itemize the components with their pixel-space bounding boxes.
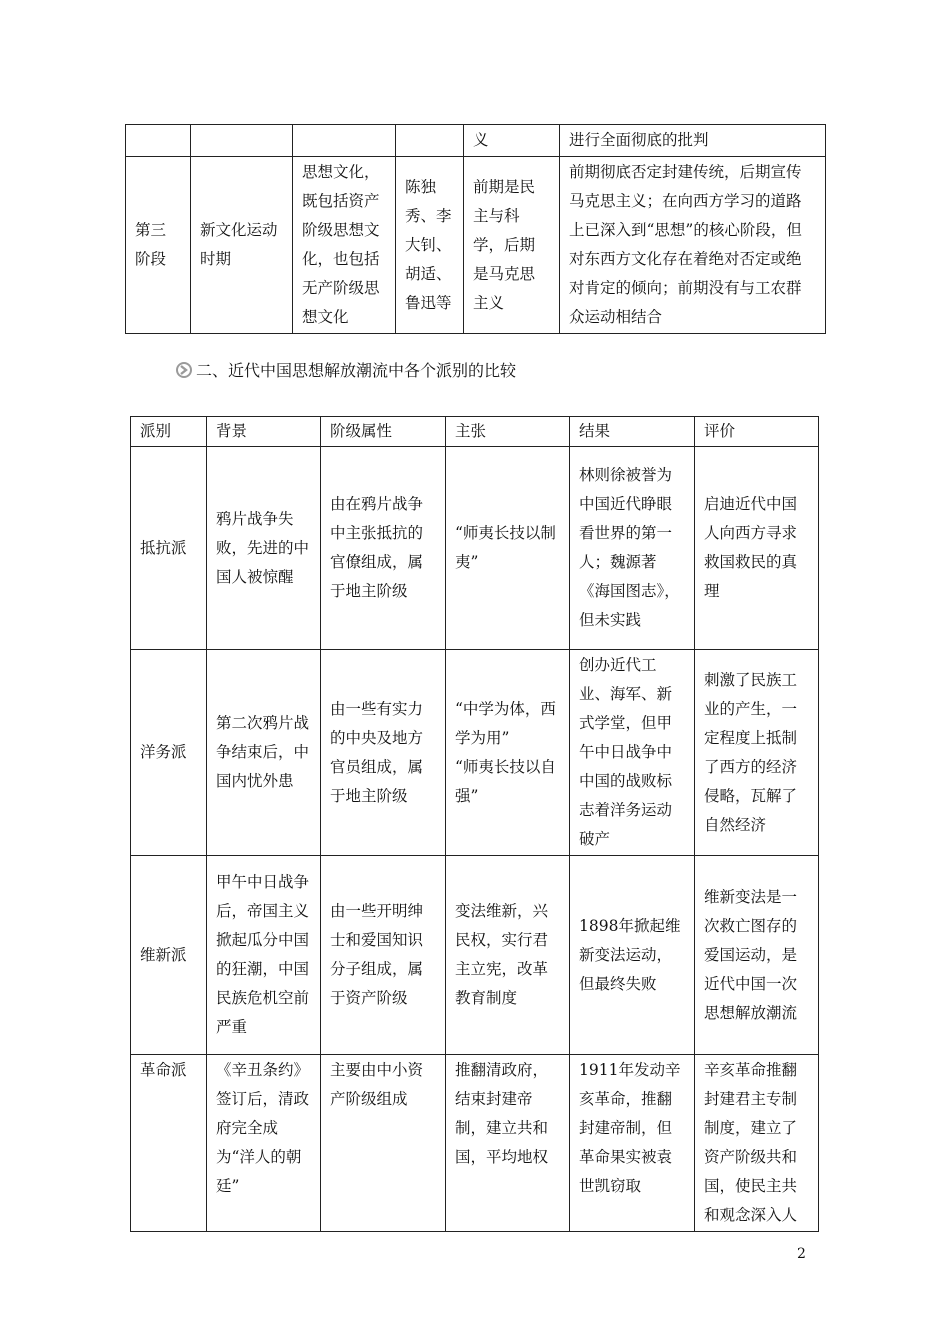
column-header: 背景 <box>207 417 321 447</box>
factions-table <box>130 416 819 1232</box>
column-header: 结果 <box>570 417 695 447</box>
evaluation-cell: 前期彻底否定封建传统，后期宣传马克思主义；在向西方学习的道路上已深入到“思想”的核心阶段，但对东西方文化存在着绝对否定或绝对肯定的倾向；前期没有与工农群众运动相结合 <box>560 157 826 334</box>
table-row <box>131 1055 819 1232</box>
faction-cell: 抵抗派 <box>131 447 207 650</box>
table-row <box>131 856 819 1055</box>
evaluation-cell: 维新变法是一次救亡图存的爱国运动，是近代中国一次思想解放潮流 <box>695 856 819 1055</box>
result-cell: 1898年掀起维新变法运动，但最终失败 <box>570 856 695 1055</box>
stages-table <box>125 124 826 334</box>
proposal-cell <box>446 650 570 856</box>
class-cell: 主要由中小资产阶级组成 <box>321 1055 446 1232</box>
background-cell: 鸦片战争失败，先进的中国人被惊醒 <box>207 447 321 650</box>
circle-arrow-icon <box>175 361 193 379</box>
column-header: 评价 <box>695 417 819 447</box>
table-cell <box>126 125 191 157</box>
section-heading <box>175 358 516 381</box>
faction-cell: 革命派 <box>131 1055 207 1232</box>
background-cell: 第二次鸦片战争结束后，中国内忧外患 <box>207 650 321 856</box>
table-cell: 进行全面彻底的批判 <box>560 125 826 157</box>
faction-cell: 洋务派 <box>131 650 207 856</box>
table-cell <box>191 125 293 157</box>
column-header: 派别 <box>131 417 207 447</box>
page-number: 2 <box>797 1246 806 1262</box>
proposal-line: “师夷长技以自强” <box>455 757 556 805</box>
result-cell: 林则徐被誉为中国近代睁眼看世界的第一人；魏源著《海国图志》，但未实践 <box>570 447 695 650</box>
table-row <box>131 650 819 856</box>
proposal-line: “中学为体，西学为用” <box>455 699 556 747</box>
class-cell: 由在鸦片战争中主张抵抗的官僚组成，属于地主阶级 <box>321 447 446 650</box>
result-cell: 1911年发动辛亥革命，推翻封建帝制，但革命果实被袁世凯窃取 <box>570 1055 695 1232</box>
proposal-cell: 推翻清政府，结束封建帝制，建立共和国，平均地权 <box>446 1055 570 1232</box>
evaluation-cell: 刺激了民族工业的产生，一定程度上抵制了西方的经济侵略，瓦解了自然经济 <box>695 650 819 856</box>
thought-cell: 思想文化，既包括资产阶级思想文化，也包括无产阶级思想文化 <box>293 157 396 334</box>
class-cell: 由一些开明绅士和爱国知识分子组成，属于资产阶级 <box>321 856 446 1055</box>
table-header-row <box>131 417 819 447</box>
class-cell: 由一些有实力的中央及地方官员组成，属于地主阶级 <box>321 650 446 856</box>
column-header: 主张 <box>446 417 570 447</box>
background-cell: 《辛丑条约》签订后，清政府完全成为“洋人的朝廷” <box>207 1055 321 1232</box>
proposal-cell: “师夷长技以制夷” <box>446 447 570 650</box>
section-heading-text: 二、近代中国思想解放潮流中各个派别的比较 <box>196 361 517 380</box>
proposal-cell: 变法维新，兴民权，实行君主立宪，改革教育制度 <box>446 856 570 1055</box>
evaluation-cell: 辛亥革命推翻封建君主专制制度，建立了资产阶级共和国，使民主共和观念深入人 <box>695 1055 819 1232</box>
column-header: 阶级属性 <box>321 417 446 447</box>
table-row <box>126 125 826 157</box>
table-cell <box>293 125 396 157</box>
background-cell: 甲午中日战争后，帝国主义掀起瓜分中国的狂潮，中国民族危机空前严重 <box>207 856 321 1055</box>
period-cell: 新文化运动时期 <box>191 157 293 334</box>
evaluation-cell: 启迪近代中国人向西方寻求救国救民的真理 <box>695 447 819 650</box>
table-cell <box>396 125 464 157</box>
faction-cell: 维新派 <box>131 856 207 1055</box>
stage-cell: 第三阶段 <box>126 157 191 334</box>
result-cell: 创办近代工业、海军、新式学堂，但甲午中日战争中中国的战败标志着洋务运动破产 <box>570 650 695 856</box>
content-cell: 前期是民主与科学，后期是马克思主义 <box>464 157 560 334</box>
table-cell: 义 <box>464 125 560 157</box>
table-row <box>131 447 819 650</box>
people-cell: 陈独秀、李大钊、胡适、鲁迅等 <box>396 157 464 334</box>
table-row <box>126 157 826 334</box>
